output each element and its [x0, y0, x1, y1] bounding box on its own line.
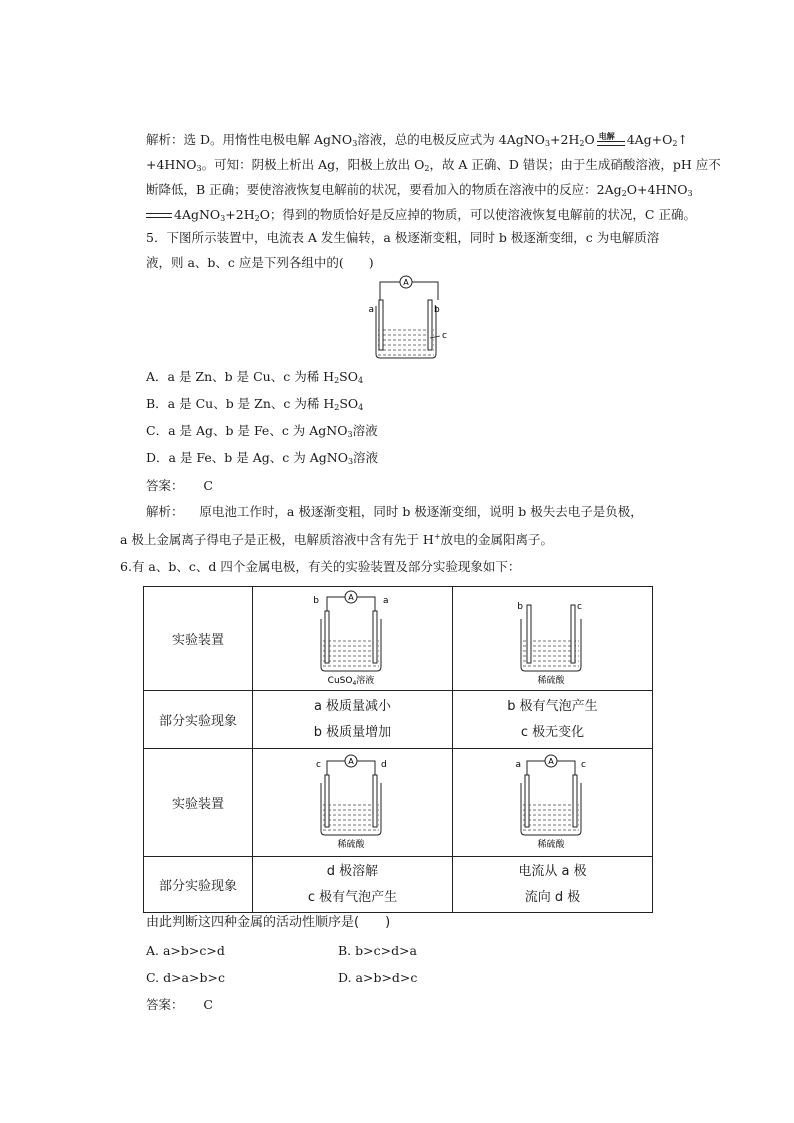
- table-row: [144, 587, 653, 691]
- exp4-caption: 稀硫酸: [536, 839, 565, 850]
- analysis-line-3: 断降低，B 正确；要使溶液恢复电解前的状况，要看加入的物质在溶液中的反应：$2Ag_2O+4HNO_3$: [146, 182, 693, 198]
- q6-option-d[interactable]: D. a>b>d>c: [338, 970, 418, 985]
- electrode-b: [428, 300, 432, 350]
- q6-question: 由此判断这四种金属的活动性顺序是( ): [146, 915, 391, 930]
- q5-stem-line-1: 5．下图所示装置中，电流表 A 发生偏转，a 极逐渐变粗，同时 b 极逐渐变细，c 为电解质溶: [146, 230, 660, 245]
- q6-answer-value: C: [203, 997, 213, 1012]
- exp1-right-label: a: [382, 595, 389, 606]
- electrode-b-label: b: [434, 305, 440, 315]
- svg-text:A: A: [547, 756, 554, 766]
- electrolysis-arrow-icon: 电解: [597, 134, 625, 148]
- exp4-right-label: c: [580, 759, 586, 770]
- table-row: [144, 857, 653, 913]
- table-row: [144, 749, 653, 857]
- q5-explanation-line-1: 解析： 原电池工作时，a 极逐渐变粗，同时 b 极逐渐变细，说明 b 极失去电子是负极，: [146, 504, 643, 519]
- q5-option-c[interactable]: C．a 是 Ag、b 是 Fe、c 为 AgNO$_3$溶液: [146, 423, 378, 439]
- exp1-left-label: b: [312, 595, 319, 606]
- equals-sign-icon: [146, 213, 172, 218]
- q5-answer-value: C: [203, 478, 213, 493]
- experiment-table: [143, 586, 653, 913]
- row-label-setup: 实验装置: [144, 587, 253, 691]
- table-row: [144, 691, 653, 749]
- q5-apparatus-figure: [370, 276, 460, 362]
- q5-explanation-line-2: a 极上金属离子得电子是正极，电解质溶液中含有先于 H+放电的金属阳离子。: [120, 532, 554, 547]
- analysis-line-2: $+4HNO_3$。可知：阴极上析出 Ag，阳极上放出 $O_2$，故 A 正确、D 错误；由于生成硝酸溶液，pH 应不: [146, 157, 721, 173]
- q5-option-a[interactable]: A．a 是 Zn、b 是 Cu、c 为稀 $H_2SO_4$: [146, 369, 364, 385]
- row-label-observation: 部分实验现象: [144, 857, 253, 913]
- exp2-setup-cell: [453, 587, 653, 691]
- electrode-a: [379, 300, 383, 350]
- exp2-left-label: b: [516, 601, 523, 612]
- exp1-caption: CuSO$_4$溶液: [327, 675, 374, 687]
- analysis-line-1: 解析：选 D。用惰性电极电解 AgNO$_3$溶液，总的电极反应式为 $4AgNO_3+2H_2O$ 电解 $4Ag+O_2↑$: [146, 130, 688, 148]
- exp3-apparatus-figure: [313, 753, 393, 849]
- exp3-right-label: d: [380, 759, 387, 770]
- q6-option-b[interactable]: B. b>c>d>a: [338, 943, 418, 958]
- q5-answer: 答案： C: [146, 478, 213, 493]
- svg-text:A: A: [347, 756, 354, 766]
- exp4-left-label: a: [514, 759, 521, 770]
- row-label-setup: 实验装置: [144, 749, 253, 857]
- svg-text:A: A: [347, 592, 354, 602]
- exp1-setup-cell: [253, 587, 453, 691]
- exp3-caption: 稀硫酸: [336, 839, 365, 850]
- gas-arrow-icon: ↑: [677, 132, 688, 147]
- exp2-caption: 稀硫酸: [536, 675, 565, 686]
- row-label-observation: 部分实验现象: [144, 691, 253, 749]
- exp3-left-label: c: [315, 759, 321, 770]
- exp3-setup-cell: [253, 749, 453, 857]
- electrode-a-label: a: [368, 305, 374, 315]
- exp4-setup-cell: [453, 749, 653, 857]
- q6-answer: 答案： C: [146, 997, 213, 1012]
- exp3-observation: d 极溶解 c 极有气泡产生: [253, 857, 453, 913]
- ammeter-label: A: [403, 278, 409, 287]
- analysis-line-4: $4AgNO_3+2H_2O$；得到的物质恰好是反应掉的物质，可以使溶液恢复电解前的状况，C 正确。: [146, 206, 696, 224]
- q5-option-b[interactable]: B．a 是 Cu、b 是 Zn、c 为稀 $H_2SO_4$: [146, 396, 364, 412]
- q6-stem: 6.有 a、b、c、d 四个金属电极，有关的实验装置及部分实验现象如下：: [120, 559, 521, 574]
- exp4-observation: 电流从 a 极 流向 d 极: [453, 857, 653, 913]
- exp1-apparatus-figure: [313, 589, 393, 685]
- exp2-apparatus-figure: [513, 589, 593, 685]
- exp2-right-label: c: [576, 601, 582, 612]
- q5-option-d[interactable]: D．a 是 Fe、b 是 Ag、c 为 AgNO$_3$溶液: [146, 450, 379, 466]
- exp4-apparatus-figure: [513, 753, 593, 849]
- q5-stem-line-2: 液，则 a、b、c 应是下列各组中的( ): [146, 255, 374, 270]
- q6-option-c[interactable]: C. d>a>b>c: [146, 970, 225, 985]
- solution-label: c: [442, 331, 447, 341]
- q6-option-a[interactable]: A. a>b>c>d: [146, 943, 225, 958]
- exp1-observation: a 极质量减小 b 极质量增加: [253, 691, 453, 749]
- exp2-observation: b 极有气泡产生 c 极无变化: [453, 691, 653, 749]
